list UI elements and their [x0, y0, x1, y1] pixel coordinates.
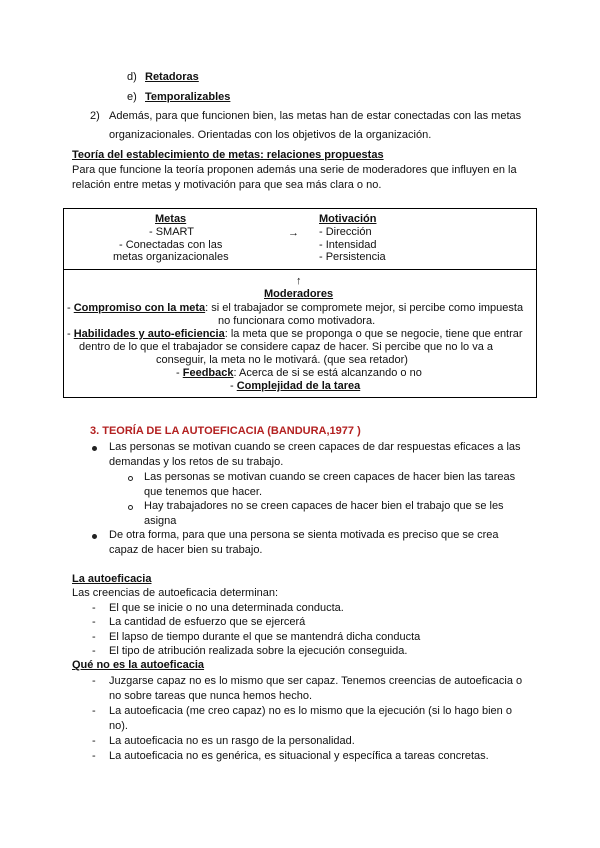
- moderator-label: Feedback: [182, 367, 234, 379]
- bullet-text: Hay trabajadores no se creen capaces de hacer bien el trabajo que se les: [144, 500, 504, 512]
- arrow-up-icon: ↑: [296, 275, 302, 287]
- list-item: La autoeficacia (me creo capaz) no es lo mismo que la ejecución (si lo hago bien o: [109, 705, 512, 717]
- list-item: La autoeficacia no es un rasgo de la personalidad.: [109, 735, 355, 747]
- relationship-box: [63, 208, 537, 398]
- list-item: La autoeficacia no es genérica, es situacional y específica a tareas concretas.: [109, 750, 489, 762]
- moderator-label: Complejidad de la tarea: [236, 380, 361, 392]
- metas-item: - Conectadas con las: [119, 239, 223, 251]
- paragraph-line: Para que funcione la teoría proponen además una serie de moderadores que influyen en la: [72, 164, 517, 176]
- dash-marker: -: [92, 631, 96, 643]
- bullet-icon: [92, 446, 97, 451]
- motivacion-item: - Persistencia: [319, 251, 386, 263]
- list-item-temporalizables: Temporalizables: [145, 91, 231, 103]
- sub-bullet-icon: [128, 505, 133, 510]
- list-item: La cantidad de esfuerzo que se ejercerá: [109, 616, 306, 628]
- motivacion-item: - Dirección: [319, 226, 372, 238]
- bullet-text: capaz de hacer bien su trabajo.: [109, 544, 263, 556]
- motivacion-title: Motivación: [319, 213, 377, 225]
- arrow-right-icon: →: [288, 227, 299, 239]
- moderator-label: Habilidades y auto-eficiencia: [73, 328, 225, 340]
- moderator-item: - Feedback: Acerca de si se está alcanzando o no: [176, 367, 422, 379]
- list-item: El tipo de atribución realizada sobre la ejecución conseguida.: [109, 645, 408, 657]
- paragraph-line: organizacionales. Orientadas con los objetivos de la organización.: [109, 129, 432, 141]
- bullet-text: Las personas se motivan cuando se creen capaces de dar respuestas eficaces a las: [109, 441, 521, 453]
- box-divider: [64, 269, 536, 270]
- dash-marker: -: [92, 645, 96, 657]
- moderator-item: - Habilidades y auto-eficiencia: la meta que se proponga o que se negocie, tiene que entrar: [67, 328, 523, 340]
- dash-marker: -: [92, 750, 96, 762]
- list-item: no).: [109, 720, 128, 732]
- bullet-icon: [92, 534, 97, 539]
- bullet-text: asigna: [144, 515, 177, 527]
- moderator-label: Compromiso con la meta: [73, 302, 206, 314]
- list-marker: e): [127, 91, 137, 103]
- section-heading: La autoeficacia: [72, 573, 152, 585]
- dash-marker: -: [92, 705, 96, 717]
- dash-marker: -: [92, 602, 96, 614]
- moderator-line: conseguir, la meta no le motivará. (que sea retador): [156, 354, 408, 366]
- list-marker: 2): [90, 110, 100, 122]
- metas-item: - SMART: [149, 226, 195, 238]
- paragraph-line: relación entre metas y motivación para que sea más clara o no.: [72, 179, 382, 191]
- bullet-text: que tenemos que hacer.: [144, 486, 263, 498]
- paragraph-line: Las creencias de autoeficacia determinan:: [72, 587, 279, 599]
- dash-marker: -: [92, 735, 96, 747]
- moderator-line: dentro de lo que el trabajador se considere capaz de hacer. Si percibe que no lo va a: [79, 341, 493, 353]
- moderator-line: no funcionara como motivadora.: [218, 315, 376, 327]
- bullet-text: De otra forma, para que una persona se sienta motivada es preciso que se crea: [109, 529, 499, 541]
- moderator-item: - Complejidad de la tarea: [230, 380, 361, 392]
- list-item-retadoras: Retadoras: [145, 71, 199, 83]
- metas-title: Metas: [155, 213, 187, 225]
- moderator-item: - Compromiso con la meta: si el trabajador se compromete mejor, si percibe como impuesta: [67, 302, 524, 314]
- list-item: Juzgarse capaz no es lo mismo que ser capaz. Tenemos creencias de autoeficacia o: [109, 675, 523, 687]
- list-item: El que se inicie o no una determinada conducta.: [109, 602, 344, 614]
- moderadores-title: Moderadores: [264, 288, 334, 300]
- bullet-text: demandas y los retos de su trabajo.: [109, 456, 284, 468]
- dash-marker: -: [92, 616, 96, 628]
- section-heading: Teoría del establecimiento de metas: relaciones propuestas: [72, 149, 384, 161]
- section-heading: Qué no es la autoeficacia: [72, 659, 205, 671]
- metas-item: metas organizacionales: [113, 251, 229, 263]
- bullet-text: Las personas se motivan cuando se creen capaces de hacer bien las tareas: [144, 471, 516, 483]
- list-item: no sobre tareas que nunca hemos hecho.: [109, 690, 313, 702]
- sub-bullet-icon: [128, 476, 133, 481]
- dash-marker: -: [92, 675, 96, 687]
- section-heading: 3. TEORÍA DE LA AUTOEFICACIA (BANDURA,1977 ): [90, 425, 361, 437]
- list-item: El lapso de tiempo durante el que se mantendrá dicha conducta: [109, 631, 421, 643]
- motivacion-item: - Intensidad: [319, 239, 377, 251]
- paragraph-line: Además, para que funcionen bien, las metas han de estar conectadas con las metas: [109, 110, 522, 122]
- list-marker: d): [127, 71, 137, 83]
